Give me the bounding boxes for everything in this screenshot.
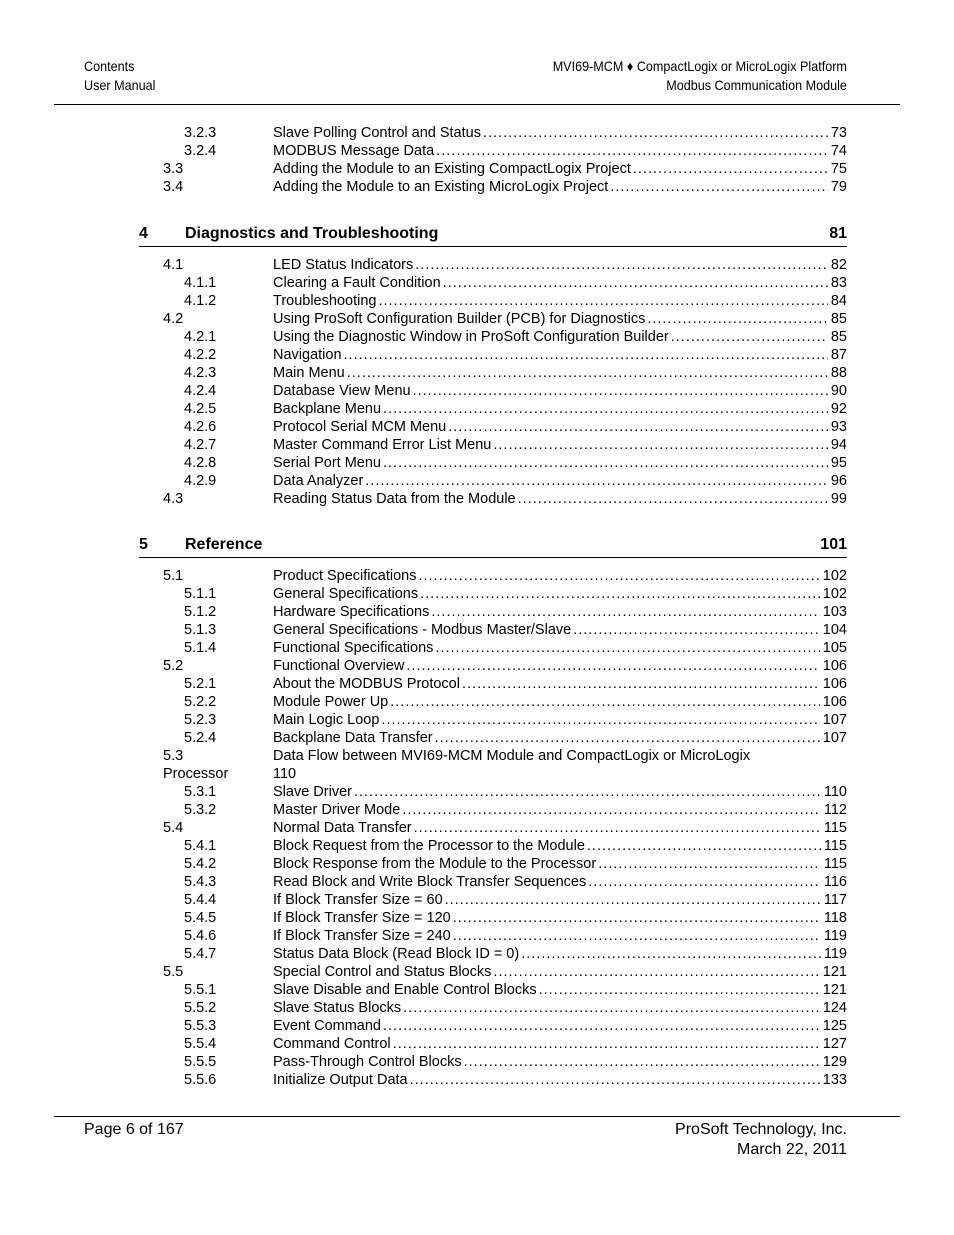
footer-page-number: Page 6 of 167 — [84, 1121, 184, 1138]
toc-entry-page: 129 — [822, 1054, 847, 1070]
toc-entry-page: 119 — [823, 928, 847, 944]
dot-leader — [383, 400, 828, 418]
dot-leader — [587, 837, 821, 855]
chapter-page: 81 — [829, 225, 847, 242]
toc-entry-page: 104 — [822, 622, 847, 638]
toc-entry-page: 90 — [830, 383, 847, 399]
toc-entry[interactable] — [0, 436, 954, 454]
toc-entry-title: Main Menu — [273, 365, 345, 381]
toc-entry-page: 74 — [830, 143, 847, 159]
dot-leader — [435, 729, 820, 747]
toc-entry-number: 5.5.5 — [184, 1054, 217, 1070]
toc-chapter-heading[interactable] — [139, 535, 847, 558]
toc-entry[interactable] — [0, 346, 954, 364]
dot-leader — [381, 711, 819, 729]
dot-leader — [415, 256, 828, 274]
toc-entry-title: Protocol Serial MCM Menu — [273, 419, 447, 435]
toc-entry-number: 5.2.3 — [184, 712, 217, 728]
toc-entry-title: Clearing a Fault Condition — [273, 275, 441, 291]
toc-entry-page: 115 — [823, 838, 847, 854]
toc-entry-title: Database View Menu — [273, 383, 411, 399]
running-header-left — [84, 57, 155, 95]
toc-entry[interactable] — [0, 927, 954, 945]
dot-leader — [414, 819, 821, 837]
toc-entry[interactable] — [0, 490, 954, 508]
toc-entry-page: 92 — [830, 401, 847, 417]
toc-entry[interactable] — [0, 1071, 954, 1089]
toc-entry-title: General Specifications — [273, 586, 419, 602]
toc-entry-page: 87 — [830, 347, 847, 363]
toc-entry[interactable] — [0, 621, 954, 639]
toc-entry[interactable] — [0, 328, 954, 346]
toc-entry-title: Initialize Output Data — [273, 1072, 408, 1088]
toc-entry[interactable] — [0, 178, 954, 196]
toc-entry[interactable] — [0, 945, 954, 963]
toc-entry-title: About the MODBUS Protocol — [273, 676, 460, 692]
header-product-name: MVI69-MCM ♦ CompactLogix or MicroLogix Platform — [552, 58, 847, 74]
toc-entry[interactable] — [0, 454, 954, 472]
toc-entry-number: 5.1 — [163, 568, 184, 584]
dot-leader — [418, 567, 819, 585]
toc-entry-page: 96 — [830, 473, 847, 489]
toc-entry-number: 5.1.1 — [184, 586, 217, 602]
dot-leader — [462, 675, 820, 693]
dot-leader — [378, 292, 827, 310]
running-header-right — [553, 57, 847, 95]
toc-entry-page: 94 — [830, 437, 847, 453]
dot-leader — [518, 490, 828, 508]
toc-entry-number: 4.2.8 — [184, 455, 217, 471]
toc-entry-title: Backplane Menu — [273, 401, 382, 417]
toc-entry-page: 110 — [823, 784, 847, 800]
dot-leader — [435, 639, 819, 657]
toc-entry-continuation[interactable] — [0, 765, 954, 783]
toc-entry[interactable] — [0, 675, 954, 693]
toc-entry-title: Special Control and Status Blocks — [273, 964, 492, 980]
toc-entry[interactable] — [0, 256, 954, 274]
toc-entry-title: Pass-Through Control Blocks — [273, 1054, 462, 1070]
dot-leader — [390, 693, 820, 711]
toc-entry[interactable] — [0, 729, 954, 747]
toc-entry-title: Functional Overview — [273, 658, 405, 674]
toc-entry-number: 4.2.2 — [184, 347, 217, 363]
dot-leader — [354, 783, 821, 801]
toc-entry-page: 83 — [830, 275, 847, 291]
toc-entry[interactable] — [0, 400, 954, 418]
footer-date: March 22, 2011 — [737, 1141, 847, 1158]
toc-entry-title: Slave Driver — [273, 784, 352, 800]
toc-entry-page: 102 — [822, 586, 847, 602]
toc-entry-number: 5.1.3 — [184, 622, 217, 638]
toc-entry-number: 4.2.4 — [184, 383, 217, 399]
toc-entry-title: Read Block and Write Block Transfer Sequences — [273, 874, 587, 890]
toc-entry-title: MODBUS Message Data — [273, 143, 435, 159]
toc-entry-title: Master Command Error List Menu — [273, 437, 492, 453]
toc-entry[interactable] — [0, 310, 954, 328]
toc-entry-title: Slave Polling Control and Status — [273, 125, 481, 141]
dot-leader — [393, 1035, 820, 1053]
header-product-subtitle: Modbus Communication Module — [666, 77, 847, 93]
toc-entry-title: Data Analyzer — [273, 473, 364, 489]
dot-leader — [521, 945, 821, 963]
toc-entry-number: 4.1.2 — [184, 293, 217, 309]
toc-entry[interactable] — [0, 160, 954, 178]
toc-entry-title: Slave Status Blocks — [273, 1000, 402, 1016]
toc-entry-number: 5.4.1 — [184, 838, 217, 854]
dot-leader — [671, 328, 828, 346]
toc-entry-number: 5.3.1 — [184, 784, 217, 800]
toc-entry[interactable] — [0, 472, 954, 490]
toc-entry-number: 5.2.1 — [184, 676, 217, 692]
toc-entry-page: 75 — [830, 161, 847, 177]
toc-entry[interactable] — [0, 873, 954, 891]
toc-entry-title: Event Command — [273, 1018, 381, 1034]
dot-leader — [436, 142, 828, 160]
toc-entry-title-continuation: Processor — [163, 766, 229, 782]
dot-leader — [347, 364, 828, 382]
chapter-title: Diagnostics and Troubleshooting — [185, 225, 439, 242]
header-document-type: User Manual — [84, 77, 156, 93]
toc-entry[interactable] — [0, 364, 954, 382]
toc-entry[interactable] — [0, 292, 954, 310]
dot-leader — [413, 382, 828, 400]
toc-entry-page: 88 — [830, 365, 847, 381]
toc-entry-number: 5.4 — [163, 820, 184, 836]
toc-entry-page: 106 — [822, 658, 847, 674]
toc-entry-number: 5.4.5 — [184, 910, 217, 926]
dot-leader — [403, 999, 820, 1017]
toc-entry-number: 4.3 — [163, 491, 184, 507]
toc-entry-title: Troubleshooting — [273, 293, 377, 309]
toc-entry-title: Master Driver Mode — [273, 802, 401, 818]
toc-entry[interactable] — [0, 418, 954, 436]
dot-leader — [420, 585, 820, 603]
toc-entry-page: 103 — [822, 604, 847, 620]
toc-entry-page: 107 — [822, 730, 847, 746]
chapter-number: 4 — [139, 225, 148, 242]
toc-entry-page: 79 — [830, 179, 847, 195]
toc-entry-title: Normal Data Transfer — [273, 820, 412, 836]
toc-entry-page: 93 — [830, 419, 847, 435]
toc-entry[interactable] — [0, 693, 954, 711]
toc-entry-page: 85 — [830, 329, 847, 345]
toc-entry[interactable] — [0, 1053, 954, 1071]
toc-entry-page: 118 — [823, 910, 847, 926]
toc-entry-number: 3.4 — [163, 179, 184, 195]
toc-entry-number: 3.3 — [163, 161, 184, 177]
toc-entry-number: 4.2 — [163, 311, 184, 327]
toc-entry[interactable] — [0, 1017, 954, 1035]
dot-leader — [365, 472, 828, 490]
toc-entry-title: Block Response from the Module to the Processor — [273, 856, 597, 872]
toc-chapter-heading[interactable] — [139, 224, 847, 247]
dot-leader — [448, 418, 828, 436]
toc-entry-title: If Block Transfer Size = 60 — [273, 892, 443, 908]
toc-entry-page: 117 — [823, 892, 847, 908]
toc-entry[interactable] — [0, 981, 954, 999]
toc-entry-title: Product Specifications — [273, 568, 417, 584]
toc-entry-number: 4.2.1 — [184, 329, 217, 345]
toc-entry-title: Adding the Module to an Existing MicroLogix Project — [273, 179, 609, 195]
toc-entry[interactable] — [0, 657, 954, 675]
toc-entry-page: 85 — [830, 311, 847, 327]
toc-entry-page: 112 — [823, 802, 847, 818]
toc-entry-title: Command Control — [273, 1036, 391, 1052]
toc-entry-number: 4.1.1 — [184, 275, 217, 291]
toc-entry[interactable] — [0, 711, 954, 729]
toc-entry[interactable] — [0, 999, 954, 1017]
toc-entry-title: Functional Specifications — [273, 640, 434, 656]
toc-entry-number: 4.2.3 — [184, 365, 217, 381]
dot-leader — [406, 657, 819, 675]
footer-rule — [54, 1116, 900, 1117]
toc-entry-page: 82 — [830, 257, 847, 273]
toc-entry-page: 106 — [822, 676, 847, 692]
toc-entry[interactable] — [0, 142, 954, 160]
toc-entry-page: 99 — [830, 491, 847, 507]
dot-leader — [453, 909, 821, 927]
footer-company: ProSoft Technology, Inc. — [675, 1121, 847, 1138]
toc-entry-number: 5.2.2 — [184, 694, 217, 710]
chapter-page: 101 — [820, 536, 847, 553]
dot-leader — [443, 274, 828, 292]
toc-entry-number: 5.5.3 — [184, 1018, 217, 1034]
toc-entry-page: 115 — [823, 856, 847, 872]
dot-leader — [633, 160, 828, 178]
chapter-title: Reference — [185, 536, 263, 553]
toc-entry-title: Reading Status Data from the Module — [273, 491, 516, 507]
toc-entry[interactable] — [0, 124, 954, 142]
chapter-number: 5 — [139, 536, 148, 553]
toc-entry-number: 5.4.3 — [184, 874, 217, 890]
toc-entry-title: Status Data Block (Read Block ID = 0) — [273, 946, 520, 962]
toc-entry-title: If Block Transfer Size = 240 — [273, 928, 451, 944]
toc-entry-title: Navigation — [273, 347, 342, 363]
toc-entry-number: 5.1.4 — [184, 640, 217, 656]
toc-entry-page: 121 — [822, 964, 847, 980]
toc-entry-page: 107 — [822, 712, 847, 728]
dot-leader — [493, 963, 819, 981]
dot-leader — [453, 927, 821, 945]
toc-entry-title: Adding the Module to an Existing CompactLogix Project — [273, 161, 631, 177]
toc-entry[interactable] — [0, 819, 954, 837]
toc-entry-page: 84 — [830, 293, 847, 309]
toc-entry[interactable] — [0, 963, 954, 981]
toc-entry[interactable] — [0, 891, 954, 909]
toc-entry-title: LED Status Indicators — [273, 257, 414, 273]
toc-entry-number: 5.5.6 — [184, 1072, 217, 1088]
dot-leader — [383, 454, 828, 472]
dot-leader — [431, 603, 819, 621]
toc-entry[interactable] — [0, 909, 954, 927]
toc-entry-page: 110 — [273, 766, 297, 782]
toc-entry[interactable] — [0, 783, 954, 801]
toc-entry-page: 102 — [822, 568, 847, 584]
toc-entry-page: 95 — [830, 455, 847, 471]
dot-leader — [493, 436, 827, 454]
toc-entry-number: 3.2.3 — [184, 125, 217, 141]
dot-leader — [647, 310, 828, 328]
toc-entry[interactable] — [0, 585, 954, 603]
toc-entry-title: Hardware Specifications — [273, 604, 430, 620]
toc-entry-page: 115 — [823, 820, 847, 836]
toc-entry-title: Using the Diagnostic Window in ProSoft Configuration Builder — [273, 329, 669, 345]
toc-entry-page: 124 — [822, 1000, 847, 1016]
toc-entry-number: 5.4.7 — [184, 946, 217, 962]
toc-entry-title: Data Flow between MVI69-MCM Module and CompactLogix or MicroLogix — [273, 748, 751, 764]
toc-entry-number: 5.3 — [163, 748, 184, 764]
toc-entry-number: 5.2.4 — [184, 730, 217, 746]
toc-entry-number: 5.2 — [163, 658, 184, 674]
toc-entry-page: 127 — [822, 1036, 847, 1052]
toc-entry[interactable] — [0, 274, 954, 292]
toc-entry[interactable] — [0, 1035, 954, 1053]
dot-leader — [344, 346, 828, 364]
toc-entry[interactable] — [0, 603, 954, 621]
dot-leader — [464, 1053, 820, 1071]
toc-entry-page: 73 — [830, 125, 847, 141]
toc-entry-page: 121 — [822, 982, 847, 998]
dot-leader — [483, 124, 828, 142]
toc-entry-page: 116 — [823, 874, 847, 890]
toc-entry-title: Serial Port Menu — [273, 455, 381, 471]
toc-entry[interactable] — [0, 801, 954, 819]
dot-leader — [539, 981, 820, 999]
toc-entry-number: 5.1.2 — [184, 604, 217, 620]
dot-leader — [610, 178, 828, 196]
toc-entry-page: 106 — [822, 694, 847, 710]
toc-entry-number: 5.5.4 — [184, 1036, 217, 1052]
toc-entry-title: Using ProSoft Configuration Builder (PCB) for Diagnostics — [273, 311, 646, 327]
toc-entry-number: 4.2.6 — [184, 419, 217, 435]
toc-entry-title: General Specifications - Modbus Master/Slave — [273, 622, 572, 638]
toc-entry-number: 5.4.6 — [184, 928, 217, 944]
toc-entry-title: Backplane Data Transfer — [273, 730, 433, 746]
toc-entry[interactable] — [0, 855, 954, 873]
dot-leader — [410, 1071, 820, 1089]
toc-entry-number: 5.3.2 — [184, 802, 217, 818]
toc-entry-number: 5.5.1 — [184, 982, 217, 998]
toc-entry-title: Main Logic Loop — [273, 712, 380, 728]
toc-entry[interactable] — [0, 382, 954, 400]
dot-leader — [588, 873, 821, 891]
toc-entry[interactable] — [0, 567, 954, 585]
dot-leader — [445, 891, 821, 909]
dot-leader — [402, 801, 821, 819]
dot-leader — [573, 621, 820, 639]
header-section-label: Contents — [84, 58, 135, 74]
toc-entry-page: 105 — [822, 640, 847, 656]
toc-entry-title: Module Power Up — [273, 694, 389, 710]
toc-entry-page: 125 — [822, 1018, 847, 1034]
toc-entry-page: 133 — [822, 1072, 847, 1088]
toc-entry-title: Slave Disable and Enable Control Blocks — [273, 982, 537, 998]
toc-entry-number: 5.4.4 — [184, 892, 217, 908]
toc-entry-number: 4.2.9 — [184, 473, 217, 489]
toc-entry-number: 3.2.4 — [184, 143, 217, 159]
toc-entry-number: 4.2.5 — [184, 401, 217, 417]
header-rule — [54, 104, 900, 105]
toc-entry-number: 4.1 — [163, 257, 184, 273]
toc-entry[interactable] — [0, 837, 954, 855]
toc-entry-number: 5.5.2 — [184, 1000, 217, 1016]
dot-leader — [598, 855, 821, 873]
toc-entry-number: 5.5 — [163, 964, 184, 980]
toc-entry-number: 4.2.7 — [184, 437, 217, 453]
toc-entry-title: Block Request from the Processor to the Module — [273, 838, 585, 854]
dot-leader — [383, 1017, 820, 1035]
toc-entry-page: 119 — [823, 946, 847, 962]
toc-entry-title: If Block Transfer Size = 120 — [273, 910, 451, 926]
toc-entry-number: 5.4.2 — [184, 856, 217, 872]
toc-entry[interactable] — [0, 747, 954, 765]
toc-entry[interactable] — [0, 639, 954, 657]
footer-publisher-block — [675, 1120, 847, 1160]
